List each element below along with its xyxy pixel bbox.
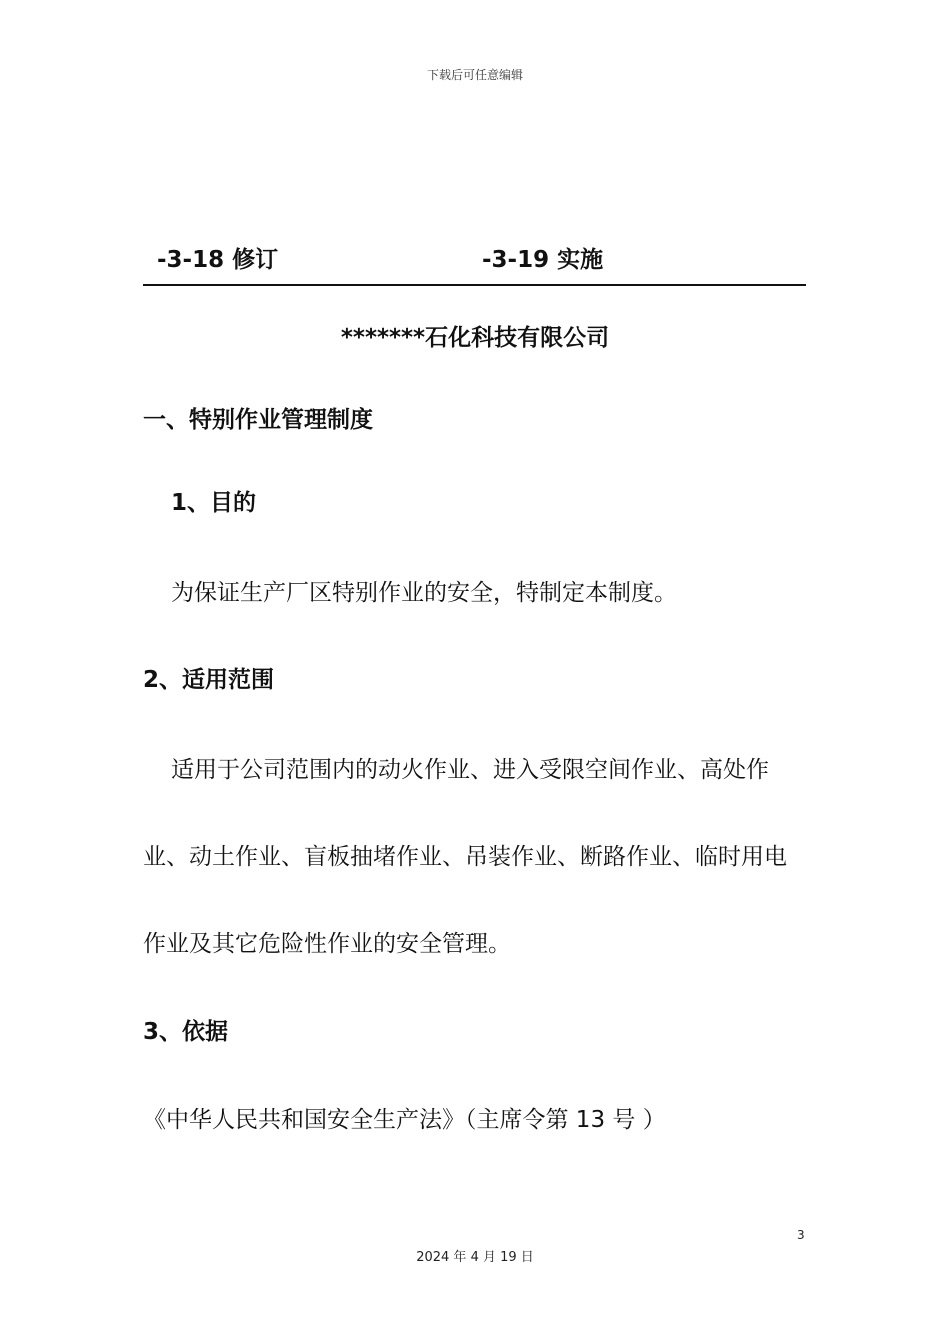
effective-date: -3-19 实施: [482, 247, 604, 273]
horizontal-rule: [143, 284, 806, 286]
company-name: *******石化科技有限公司: [340, 325, 610, 351]
section-2-text-line-3: 作业及其它危险性作业的安全管理。: [143, 931, 511, 957]
section-1-text: 为保证生产厂区特别作业的安全，特制定本制度。: [171, 580, 677, 606]
page-number: 3: [797, 1228, 805, 1242]
header-note: 下载后可任意编辑: [426, 68, 523, 82]
section-2-heading: 2、适用范围: [143, 667, 275, 693]
section-1-heading: 1、目的: [171, 490, 257, 516]
section-3-heading: 3、依据: [143, 1019, 229, 1045]
section-2-text-line-1: 适用于公司范围内的动火作业、进入受限空间作业、高处作: [171, 757, 769, 783]
section-main-heading: 一、特别作业管理制度: [143, 407, 373, 433]
section-2-text-line-2: 业、动土作业、盲板抽堵作业、吊装作业、断路作业、临时用电: [143, 844, 787, 870]
section-3-text: 《中华人民共和国安全生产法》（主席令第 13 号 ）: [143, 1107, 666, 1133]
revision-date: -3-18 修订: [157, 247, 279, 273]
footer-date: 2024 年 4 月 19 日: [416, 1250, 534, 1265]
